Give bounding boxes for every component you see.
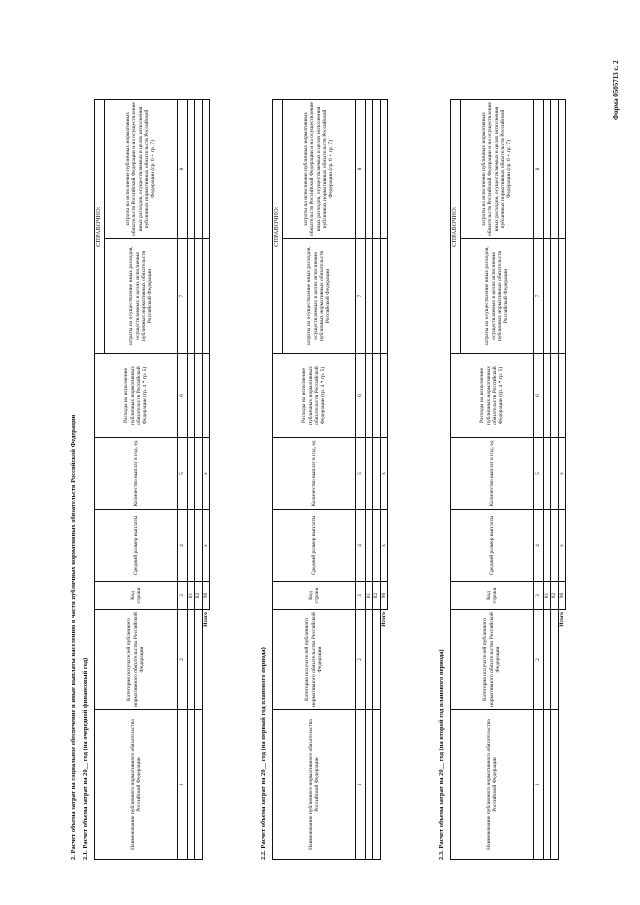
landscape-form bbox=[50, 20, 640, 880]
col-number: 5 bbox=[355, 438, 365, 510]
col-header-avg-size: Средний размер выплаты bbox=[451, 510, 534, 582]
total-row bbox=[558, 100, 565, 860]
col-header-spravochno: СПРАВОЧНО: bbox=[451, 100, 461, 354]
cell-avg-size[interactable] bbox=[543, 510, 550, 582]
col-header-expenses: Расходы на исполнение публичных нормативных обязательств Российской Федерации (гр. 4 * гр. 5) bbox=[451, 354, 534, 438]
cell-other-costs[interactable] bbox=[365, 239, 372, 354]
col-number: 1 bbox=[355, 710, 365, 860]
cell-avg-size[interactable] bbox=[195, 510, 202, 582]
cell-total-costs[interactable] bbox=[365, 100, 372, 239]
cell-other-costs[interactable] bbox=[195, 239, 202, 354]
cell-avg-size[interactable] bbox=[187, 510, 194, 582]
cell-name[interactable] bbox=[543, 710, 550, 860]
cell-count[interactable] bbox=[543, 438, 550, 510]
cell-count[interactable] bbox=[373, 438, 380, 510]
cell-other-costs[interactable] bbox=[551, 239, 558, 354]
cell-avg-size[interactable] bbox=[373, 510, 380, 582]
col-header-other-costs: затраты на осуществление иных расходов, осуществляемых в целях исполнения публичных нормативных обязательств Российской Федерации bbox=[460, 239, 533, 354]
cell-expenses[interactable] bbox=[365, 354, 372, 438]
col-number: 1 bbox=[533, 710, 543, 860]
col-header-code: Код строки bbox=[273, 582, 356, 610]
cell-total-expenses[interactable] bbox=[380, 354, 387, 438]
cell-total-expenses[interactable] bbox=[202, 354, 209, 438]
col-header-count: Количество выплат в год, ед bbox=[273, 438, 356, 510]
x-mark: x bbox=[202, 510, 209, 582]
col-header-category: Категория получателей публичного нормативного обязательства Российской Федерации bbox=[95, 610, 178, 710]
col-header-expenses: Расходы на исполнение публичных нормативных обязательств Российской Федерации (гр. 4 * гр. 5) bbox=[273, 354, 356, 438]
cell-total-costs[interactable] bbox=[373, 100, 380, 239]
total-code: 90 bbox=[380, 582, 387, 610]
col-number: 7 bbox=[177, 239, 187, 354]
x-mark: x bbox=[380, 438, 387, 510]
section-title: 2.1. Расчет объема затрат на 20__ год (на очередной финансовый год) bbox=[82, 657, 89, 860]
cell-total-other-costs[interactable] bbox=[558, 239, 565, 354]
x-mark: x bbox=[380, 510, 387, 582]
cell-total-total-costs[interactable] bbox=[558, 100, 565, 239]
cell-total-other-costs[interactable] bbox=[202, 239, 209, 354]
cell-category[interactable] bbox=[187, 610, 194, 710]
col-header-code: Код строки bbox=[95, 582, 178, 610]
calc-table bbox=[94, 99, 210, 860]
cell-count[interactable] bbox=[551, 438, 558, 510]
col-number: 6 bbox=[177, 354, 187, 438]
cell-total-costs[interactable] bbox=[551, 100, 558, 239]
row-code: 01 bbox=[187, 582, 194, 610]
row-code: 02 bbox=[195, 582, 202, 610]
col-number: 6 bbox=[355, 354, 365, 438]
cell-total-costs[interactable] bbox=[195, 100, 202, 239]
table-row bbox=[187, 100, 194, 860]
col-number: 4 bbox=[533, 510, 543, 582]
col-header-avg-size: Средний размер выплаты bbox=[273, 510, 356, 582]
cell-category[interactable] bbox=[195, 610, 202, 710]
col-number: 5 bbox=[533, 438, 543, 510]
calc-table bbox=[272, 99, 388, 860]
cell-expenses[interactable] bbox=[551, 354, 558, 438]
col-number: 3 bbox=[177, 582, 187, 610]
cell-expenses[interactable] bbox=[187, 354, 194, 438]
col-header-category: Категория получателей публичного нормативного обязательства Российской Федерации bbox=[451, 610, 534, 710]
form-code: Форма 0505713 с. 2 bbox=[612, 60, 620, 120]
col-header-other-costs: затраты на осуществление иных расходов, осуществляемых в целях исполнения публичных нормативных обязательств Российской Федерации bbox=[282, 239, 355, 354]
cell-name[interactable] bbox=[187, 710, 194, 860]
cell-category[interactable] bbox=[543, 610, 550, 710]
x-mark: x bbox=[558, 510, 565, 582]
section-title: 2.2. Расчет объема затрат на 20__ год (на первый год планового периода) bbox=[260, 647, 267, 860]
col-number: 7 bbox=[355, 239, 365, 354]
row-code: 01 bbox=[365, 582, 372, 610]
table-row bbox=[373, 100, 380, 860]
col-header-count: Количество выплат в год, ед bbox=[95, 438, 178, 510]
x-mark: x bbox=[558, 438, 565, 510]
cell-category[interactable] bbox=[365, 610, 372, 710]
col-number: 7 bbox=[533, 239, 543, 354]
col-number: 2 bbox=[533, 610, 543, 710]
total-row bbox=[202, 100, 209, 860]
col-header-name: Наименование публичного нормативного обязательства Российской Федерации bbox=[95, 710, 178, 860]
total-code: 90 bbox=[202, 582, 209, 610]
col-header-total-costs: затраты на исполнение публичных нормативных обязательств Российской Федерации и на осуществление иных расходов, осуществляемых в целях исполнения публичных нормативных обязательств Российской Федерации (гр. 6 + гр. 7) bbox=[282, 100, 355, 239]
cell-total-total-costs[interactable] bbox=[380, 100, 387, 239]
table-row bbox=[365, 100, 372, 860]
cell-count[interactable] bbox=[365, 438, 372, 510]
col-number: 8 bbox=[533, 100, 543, 239]
col-header-total-costs: затраты на исполнение публичных нормативных обязательств Российской Федерации и на осуществление иных расходов, осуществляемых в целях исполнения публичных нормативных обязательств Российской Федерации (гр. 6 + гр. 7) bbox=[460, 100, 533, 239]
x-mark: x bbox=[202, 438, 209, 510]
col-number: 2 bbox=[177, 610, 187, 710]
row-code: 01 bbox=[543, 582, 550, 610]
total-label: Итого bbox=[202, 610, 209, 710]
cell-expenses[interactable] bbox=[543, 354, 550, 438]
col-number: 3 bbox=[355, 582, 365, 610]
col-header-other-costs: затраты на осуществление иных расходов, осуществляемых в целях исполнения публичных нормативных обязательств Российской Федерации bbox=[104, 239, 177, 354]
col-number: 3 bbox=[533, 582, 543, 610]
cell-total-costs[interactable] bbox=[187, 100, 194, 239]
col-number: 4 bbox=[355, 510, 365, 582]
cell-avg-size[interactable] bbox=[365, 510, 372, 582]
col-number: 2 bbox=[355, 610, 365, 710]
col-number: 5 bbox=[177, 438, 187, 510]
total-label: Итого bbox=[558, 610, 565, 710]
cell-expenses[interactable] bbox=[373, 354, 380, 438]
row-code: 02 bbox=[551, 582, 558, 610]
col-number: 8 bbox=[177, 100, 187, 239]
table-row bbox=[195, 100, 202, 860]
cell-category[interactable] bbox=[551, 610, 558, 710]
col-header-avg-size: Средний размер выплаты bbox=[95, 510, 178, 582]
calc-table bbox=[450, 99, 566, 860]
col-header-count: Количество выплат в год, ед bbox=[451, 438, 534, 510]
cell-other-costs[interactable] bbox=[543, 239, 550, 354]
col-number: 4 bbox=[177, 510, 187, 582]
cell-category[interactable] bbox=[373, 610, 380, 710]
col-header-spravochno: СПРАВОЧНО: bbox=[273, 100, 283, 354]
cell-count[interactable] bbox=[187, 438, 194, 510]
cell-total-other-costs[interactable] bbox=[380, 239, 387, 354]
form-heading: 2. Расчет объема затрат на социальное обеспечение и иные выплаты населению в части публичных нормативных обязательств Российской Федерации bbox=[70, 414, 77, 860]
col-number: 6 bbox=[533, 354, 543, 438]
cell-total-total-costs[interactable] bbox=[202, 100, 209, 239]
row-code: 02 bbox=[373, 582, 380, 610]
table-row bbox=[551, 100, 558, 860]
col-header-expenses: Расходы на исполнение публичных нормативных обязательств Российской Федерации (гр. 4 * гр. 5) bbox=[95, 354, 178, 438]
cell-avg-size[interactable] bbox=[551, 510, 558, 582]
cell-name[interactable] bbox=[365, 710, 372, 860]
cell-name[interactable] bbox=[373, 710, 380, 860]
total-label: Итого bbox=[380, 610, 387, 710]
section-title: 2.3. Расчет объема затрат на 20__ год (на второй год планового периода) bbox=[438, 649, 445, 860]
cell-expenses[interactable] bbox=[195, 354, 202, 438]
col-number: 8 bbox=[355, 100, 365, 239]
col-header-code: Код строки bbox=[451, 582, 534, 610]
col-header-total-costs: затраты на исполнение публичных нормативных обязательств Российской Федерации и на осуществление иных расходов, осуществляемых в целях исполнения публичных нормативных обязательств Российской Федерации (гр. 6 + гр. 7) bbox=[104, 100, 177, 239]
table-row bbox=[543, 100, 550, 860]
col-number: 1 bbox=[177, 710, 187, 860]
total-row bbox=[380, 100, 387, 860]
col-header-name: Наименование публичного нормативного обязательства Российской Федерации bbox=[273, 710, 356, 860]
cell-total-expenses[interactable] bbox=[558, 354, 565, 438]
cell-count[interactable] bbox=[195, 438, 202, 510]
col-header-name: Наименование публичного нормативного обязательства Российской Федерации bbox=[451, 710, 534, 860]
cell-total-costs[interactable] bbox=[543, 100, 550, 239]
cell-name[interactable] bbox=[551, 710, 558, 860]
total-code: 90 bbox=[558, 582, 565, 610]
cell-name[interactable] bbox=[195, 710, 202, 860]
cell-other-costs[interactable] bbox=[373, 239, 380, 354]
cell-other-costs[interactable] bbox=[187, 239, 194, 354]
col-header-spravochno: СПРАВОЧНО: bbox=[95, 100, 105, 354]
col-header-category: Категория получателей публичного нормативного обязательства Российской Федерации bbox=[273, 610, 356, 710]
